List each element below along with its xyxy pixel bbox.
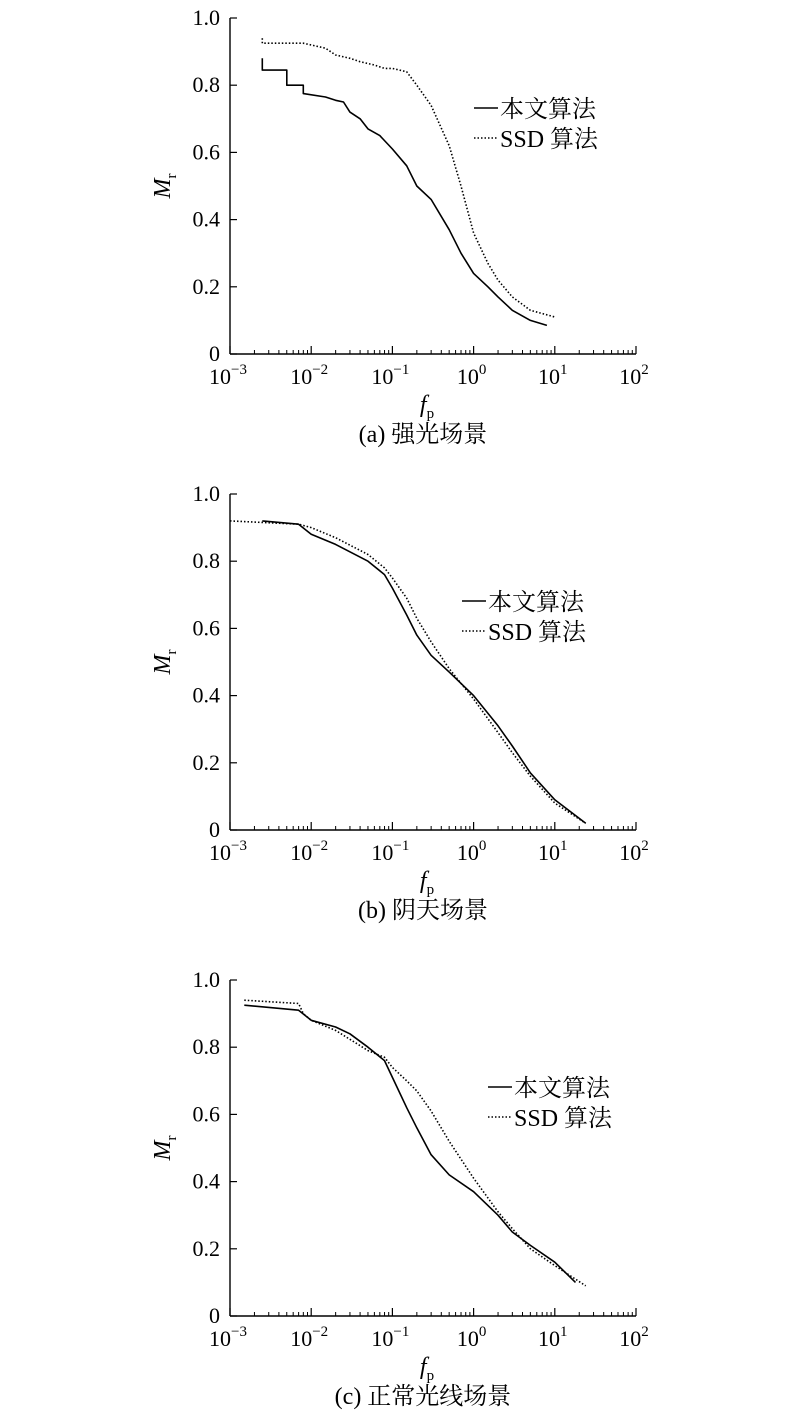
x-tick-label: $10^2$	[619, 1324, 649, 1351]
x-tick-label: $10^{-2}$	[290, 362, 329, 389]
panel-caption: (a) 强光场景	[358, 422, 488, 448]
x-tick-label: $10^1$	[538, 1324, 568, 1351]
y-tick-label: 1.0	[192, 967, 220, 992]
x-tick-label: $10^{-1}$	[371, 362, 410, 389]
x-tick-label: $10^2$	[619, 362, 649, 389]
y-axis-label: $M_r$	[150, 1135, 180, 1161]
x-tick-label: $10^{-3}$	[209, 838, 247, 865]
y-tick-label: 1.0	[192, 5, 220, 30]
y-tick-label: 0.8	[192, 1034, 220, 1060]
x-tick-label: $10^2$	[619, 838, 649, 865]
series-line-1	[262, 521, 585, 823]
x-axis-label: $f_p$	[419, 868, 435, 898]
y-tick-label: 0.2	[192, 1235, 220, 1261]
y-tick-label: 0.4	[192, 206, 220, 232]
x-tick-label: $10^1$	[538, 838, 568, 865]
series-line-2	[262, 38, 555, 317]
legend-label-2: SSD 算法	[488, 620, 587, 646]
y-tick-label: 0.6	[192, 139, 220, 165]
y-axis-label: $M_r$	[150, 649, 180, 675]
x-tick-label: $10^{-3}$	[209, 362, 247, 389]
y-tick-label: 0.4	[192, 1168, 220, 1194]
chart-panel-3	[150, 967, 649, 1410]
legend-label-2: SSD 算法	[514, 1106, 613, 1132]
y-tick-label: 0.4	[192, 682, 220, 708]
x-tick-label: $10^0$	[456, 1324, 487, 1351]
y-tick-label: 0.8	[192, 72, 220, 98]
y-tick-label: 1.0	[192, 481, 220, 506]
legend-label-1: 本文算法	[514, 1076, 610, 1102]
series-line-2	[230, 521, 586, 823]
y-axis-label: $M_r$	[150, 173, 180, 199]
x-tick-label: $10^0$	[456, 362, 487, 389]
y-tick-label: 0.6	[192, 1101, 220, 1127]
series-line-2	[244, 1000, 585, 1286]
panel-caption: (b) 阴天场景	[358, 898, 488, 924]
x-tick-label: $10^{-1}$	[371, 838, 410, 865]
y-tick-label: 0.6	[192, 615, 220, 641]
legend-label-2: SSD 算法	[500, 127, 599, 153]
x-tick-label: $10^{-1}$	[371, 1324, 410, 1351]
y-tick-label: 0	[209, 341, 220, 366]
chart-panel-1	[150, 5, 649, 448]
x-tick-label: $10^{-2}$	[290, 1324, 329, 1351]
x-axis-label: $f_p$	[419, 1354, 435, 1384]
y-tick-label: 0.2	[192, 749, 220, 775]
x-tick-label: $10^{-3}$	[209, 1324, 247, 1351]
legend-label-1: 本文算法	[488, 590, 584, 616]
series-line-1	[244, 1005, 575, 1282]
x-axis-label: $f_p$	[419, 392, 435, 422]
y-tick-label: 0	[209, 1303, 220, 1328]
x-tick-label: $10^1$	[538, 362, 568, 389]
y-tick-label: 0.2	[192, 273, 220, 299]
x-tick-label: $10^0$	[456, 838, 487, 865]
y-tick-label: 0.8	[192, 548, 220, 574]
chart-panel-2	[150, 481, 649, 924]
panel-caption: (c) 正常光线场景	[334, 1384, 512, 1410]
legend-label-1: 本文算法	[500, 97, 596, 123]
y-tick-label: 0	[209, 817, 220, 842]
x-tick-label: $10^{-2}$	[290, 838, 329, 865]
